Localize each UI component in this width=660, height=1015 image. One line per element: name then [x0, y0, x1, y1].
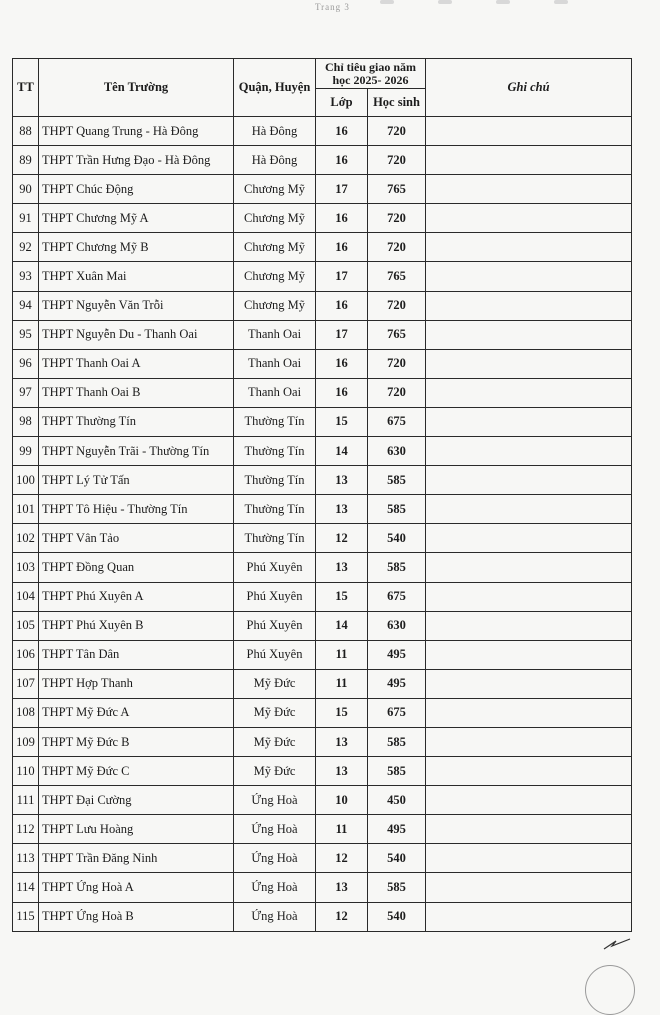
- note-cell: [426, 291, 632, 320]
- district-name: Hà Đông: [234, 117, 316, 146]
- district-name: Thường Tín: [234, 407, 316, 436]
- row-number: 89: [13, 146, 39, 175]
- note-cell: [426, 553, 632, 582]
- note-cell: [426, 669, 632, 698]
- table-row: [13, 495, 632, 524]
- note-cell: [426, 727, 632, 756]
- students-count: 720: [368, 233, 426, 262]
- row-number: 105: [13, 611, 39, 640]
- classes-count: 17: [316, 320, 368, 349]
- students-count: 495: [368, 640, 426, 669]
- stamp-edge: [585, 965, 635, 1015]
- row-number: 104: [13, 582, 39, 611]
- note-cell: [426, 757, 632, 786]
- note-cell: [426, 262, 632, 291]
- row-number: 103: [13, 553, 39, 582]
- students-count: 630: [368, 611, 426, 640]
- district-name: Hà Đông: [234, 146, 316, 175]
- students-count: 720: [368, 349, 426, 378]
- row-number: 94: [13, 291, 39, 320]
- row-number: 99: [13, 437, 39, 466]
- scan-top-marks: [380, 0, 640, 4]
- students-count: 630: [368, 437, 426, 466]
- header-school-name: Tên Trường: [39, 59, 234, 117]
- classes-count: 11: [316, 669, 368, 698]
- row-number: 101: [13, 495, 39, 524]
- school-name: THPT Chương Mỹ A: [39, 204, 234, 233]
- district-name: Thanh Oai: [234, 320, 316, 349]
- students-count: 585: [368, 466, 426, 495]
- school-name: THPT Ứng Hoà B: [39, 902, 234, 931]
- note-cell: [426, 407, 632, 436]
- students-count: 585: [368, 873, 426, 902]
- table-row: [13, 349, 632, 378]
- classes-count: 16: [316, 117, 368, 146]
- row-number: 92: [13, 233, 39, 262]
- row-number: 96: [13, 349, 39, 378]
- district-name: Mỹ Đức: [234, 698, 316, 727]
- district-name: Ứng Hoà: [234, 786, 316, 815]
- students-count: 765: [368, 262, 426, 291]
- district-name: Mỹ Đức: [234, 669, 316, 698]
- note-cell: [426, 582, 632, 611]
- row-number: 106: [13, 640, 39, 669]
- table-row: [13, 466, 632, 495]
- classes-count: 15: [316, 582, 368, 611]
- table-row: [13, 757, 632, 786]
- page-number: Trang 3: [315, 2, 350, 12]
- classes-count: 13: [316, 757, 368, 786]
- school-name: THPT Thường Tín: [39, 407, 234, 436]
- table-row: [13, 291, 632, 320]
- table-row: [13, 262, 632, 291]
- students-count: 720: [368, 204, 426, 233]
- classes-count: 13: [316, 466, 368, 495]
- classes-count: 14: [316, 437, 368, 466]
- row-number: 112: [13, 815, 39, 844]
- classes-count: 15: [316, 698, 368, 727]
- district-name: Ứng Hoà: [234, 815, 316, 844]
- note-cell: [426, 698, 632, 727]
- classes-count: 12: [316, 902, 368, 931]
- row-number: 115: [13, 902, 39, 931]
- district-name: Ứng Hoà: [234, 873, 316, 902]
- note-cell: [426, 117, 632, 146]
- note-cell: [426, 844, 632, 873]
- students-count: 720: [368, 291, 426, 320]
- school-name: THPT Đồng Quan: [39, 553, 234, 582]
- students-count: 675: [368, 407, 426, 436]
- district-name: Mỹ Đức: [234, 727, 316, 756]
- school-name: THPT Xuân Mai: [39, 262, 234, 291]
- classes-count: 16: [316, 349, 368, 378]
- district-name: Thường Tín: [234, 466, 316, 495]
- students-count: 675: [368, 698, 426, 727]
- school-name: THPT Nguyễn Trãi - Thường Tín: [39, 437, 234, 466]
- note-cell: [426, 524, 632, 553]
- row-number: 91: [13, 204, 39, 233]
- district-name: Chương Mỹ: [234, 175, 316, 204]
- school-name: THPT Vân Tảo: [39, 524, 234, 553]
- classes-count: 11: [316, 815, 368, 844]
- table-row: [13, 669, 632, 698]
- row-number: 108: [13, 698, 39, 727]
- note-cell: [426, 378, 632, 407]
- table-row: [13, 553, 632, 582]
- table-row: [13, 524, 632, 553]
- students-count: 720: [368, 117, 426, 146]
- classes-count: 16: [316, 233, 368, 262]
- school-name: THPT Nguyễn Văn Trỗi: [39, 291, 234, 320]
- table-row: [13, 582, 632, 611]
- table-row: [13, 844, 632, 873]
- school-name: THPT Thanh Oai A: [39, 349, 234, 378]
- note-cell: [426, 495, 632, 524]
- students-count: 675: [368, 582, 426, 611]
- row-number: 100: [13, 466, 39, 495]
- row-number: 98: [13, 407, 39, 436]
- school-name: THPT Tô Hiệu - Thường Tín: [39, 495, 234, 524]
- school-name: THPT Nguyễn Du - Thanh Oai: [39, 320, 234, 349]
- district-name: Chương Mỹ: [234, 233, 316, 262]
- classes-count: 16: [316, 146, 368, 175]
- row-number: 109: [13, 727, 39, 756]
- school-name: THPT Phú Xuyên A: [39, 582, 234, 611]
- row-number: 110: [13, 757, 39, 786]
- row-number: 95: [13, 320, 39, 349]
- table-row: [13, 407, 632, 436]
- district-name: Ứng Hoà: [234, 902, 316, 931]
- header-quota: Chỉ tiêu giao năm học 2025- 2026: [316, 59, 426, 89]
- classes-count: 17: [316, 175, 368, 204]
- table-row: [13, 175, 632, 204]
- header-students: Học sinh: [368, 89, 426, 117]
- header-classes: Lớp: [316, 89, 368, 117]
- header-tt: TT: [13, 59, 39, 117]
- header-note: Ghi chú: [426, 59, 632, 117]
- school-name: THPT Mỹ Đức B: [39, 727, 234, 756]
- district-name: Phú Xuyên: [234, 640, 316, 669]
- table-row: [13, 611, 632, 640]
- table-row: [13, 727, 632, 756]
- district-name: Thường Tín: [234, 437, 316, 466]
- school-name: THPT Chương Mỹ B: [39, 233, 234, 262]
- school-name: THPT Trần Hưng Đạo - Hà Đông: [39, 146, 234, 175]
- row-number: 93: [13, 262, 39, 291]
- note-cell: [426, 611, 632, 640]
- district-name: Phú Xuyên: [234, 553, 316, 582]
- table-row: [13, 437, 632, 466]
- students-count: 585: [368, 727, 426, 756]
- note-cell: [426, 320, 632, 349]
- school-name: THPT Ứng Hoà A: [39, 873, 234, 902]
- students-count: 540: [368, 524, 426, 553]
- classes-count: 16: [316, 291, 368, 320]
- classes-count: 16: [316, 378, 368, 407]
- students-count: 765: [368, 320, 426, 349]
- district-name: Thường Tín: [234, 524, 316, 553]
- district-name: Phú Xuyên: [234, 611, 316, 640]
- school-name: THPT Lý Tử Tấn: [39, 466, 234, 495]
- table-row: [13, 786, 632, 815]
- school-name: THPT Chúc Động: [39, 175, 234, 204]
- note-cell: [426, 640, 632, 669]
- signature-mark: [602, 937, 632, 951]
- note-cell: [426, 349, 632, 378]
- school-name: THPT Lưu Hoàng: [39, 815, 234, 844]
- school-name: THPT Đại Cường: [39, 786, 234, 815]
- row-number: 113: [13, 844, 39, 873]
- school-name: THPT Tân Dân: [39, 640, 234, 669]
- district-name: Phú Xuyên: [234, 582, 316, 611]
- classes-count: 13: [316, 873, 368, 902]
- row-number: 90: [13, 175, 39, 204]
- students-count: 585: [368, 757, 426, 786]
- students-count: 450: [368, 786, 426, 815]
- classes-count: 10: [316, 786, 368, 815]
- school-name: THPT Thanh Oai B: [39, 378, 234, 407]
- school-name: THPT Phú Xuyên B: [39, 611, 234, 640]
- students-count: 720: [368, 146, 426, 175]
- note-cell: [426, 873, 632, 902]
- row-number: 114: [13, 873, 39, 902]
- classes-count: 16: [316, 204, 368, 233]
- students-count: 720: [368, 378, 426, 407]
- header-district: Quận, Huyện: [234, 59, 316, 117]
- table-row: [13, 117, 632, 146]
- note-cell: [426, 466, 632, 495]
- classes-count: 17: [316, 262, 368, 291]
- district-name: Thanh Oai: [234, 378, 316, 407]
- table-row: [13, 204, 632, 233]
- table-row: [13, 698, 632, 727]
- school-name: THPT Mỹ Đức A: [39, 698, 234, 727]
- classes-count: 14: [316, 611, 368, 640]
- students-count: 585: [368, 495, 426, 524]
- classes-count: 12: [316, 844, 368, 873]
- note-cell: [426, 815, 632, 844]
- school-quota-table: [12, 58, 632, 932]
- classes-count: 13: [316, 727, 368, 756]
- table-row: [13, 873, 632, 902]
- note-cell: [426, 233, 632, 262]
- district-name: Ứng Hoà: [234, 844, 316, 873]
- district-name: Mỹ Đức: [234, 757, 316, 786]
- district-name: Thanh Oai: [234, 349, 316, 378]
- table-row: [13, 902, 632, 931]
- students-count: 495: [368, 815, 426, 844]
- students-count: 540: [368, 844, 426, 873]
- classes-count: 11: [316, 640, 368, 669]
- school-name: THPT Mỹ Đức C: [39, 757, 234, 786]
- table-row: [13, 378, 632, 407]
- students-count: 765: [368, 175, 426, 204]
- table-row: [13, 320, 632, 349]
- students-count: 585: [368, 553, 426, 582]
- classes-count: 15: [316, 407, 368, 436]
- row-number: 107: [13, 669, 39, 698]
- note-cell: [426, 175, 632, 204]
- note-cell: [426, 204, 632, 233]
- students-count: 540: [368, 902, 426, 931]
- classes-count: 12: [316, 524, 368, 553]
- row-number: 111: [13, 786, 39, 815]
- district-name: Chương Mỹ: [234, 262, 316, 291]
- note-cell: [426, 786, 632, 815]
- students-count: 495: [368, 669, 426, 698]
- row-number: 102: [13, 524, 39, 553]
- school-name: THPT Quang Trung - Hà Đông: [39, 117, 234, 146]
- district-name: Thường Tín: [234, 495, 316, 524]
- table-row: [13, 233, 632, 262]
- district-name: Chương Mỹ: [234, 291, 316, 320]
- note-cell: [426, 146, 632, 175]
- school-name: THPT Hợp Thanh: [39, 669, 234, 698]
- classes-count: 13: [316, 495, 368, 524]
- table-row: [13, 815, 632, 844]
- table-row: [13, 146, 632, 175]
- note-cell: [426, 437, 632, 466]
- row-number: 88: [13, 117, 39, 146]
- district-name: Chương Mỹ: [234, 204, 316, 233]
- table-row: [13, 640, 632, 669]
- row-number: 97: [13, 378, 39, 407]
- classes-count: 13: [316, 553, 368, 582]
- school-name: THPT Trần Đăng Ninh: [39, 844, 234, 873]
- note-cell: [426, 902, 632, 931]
